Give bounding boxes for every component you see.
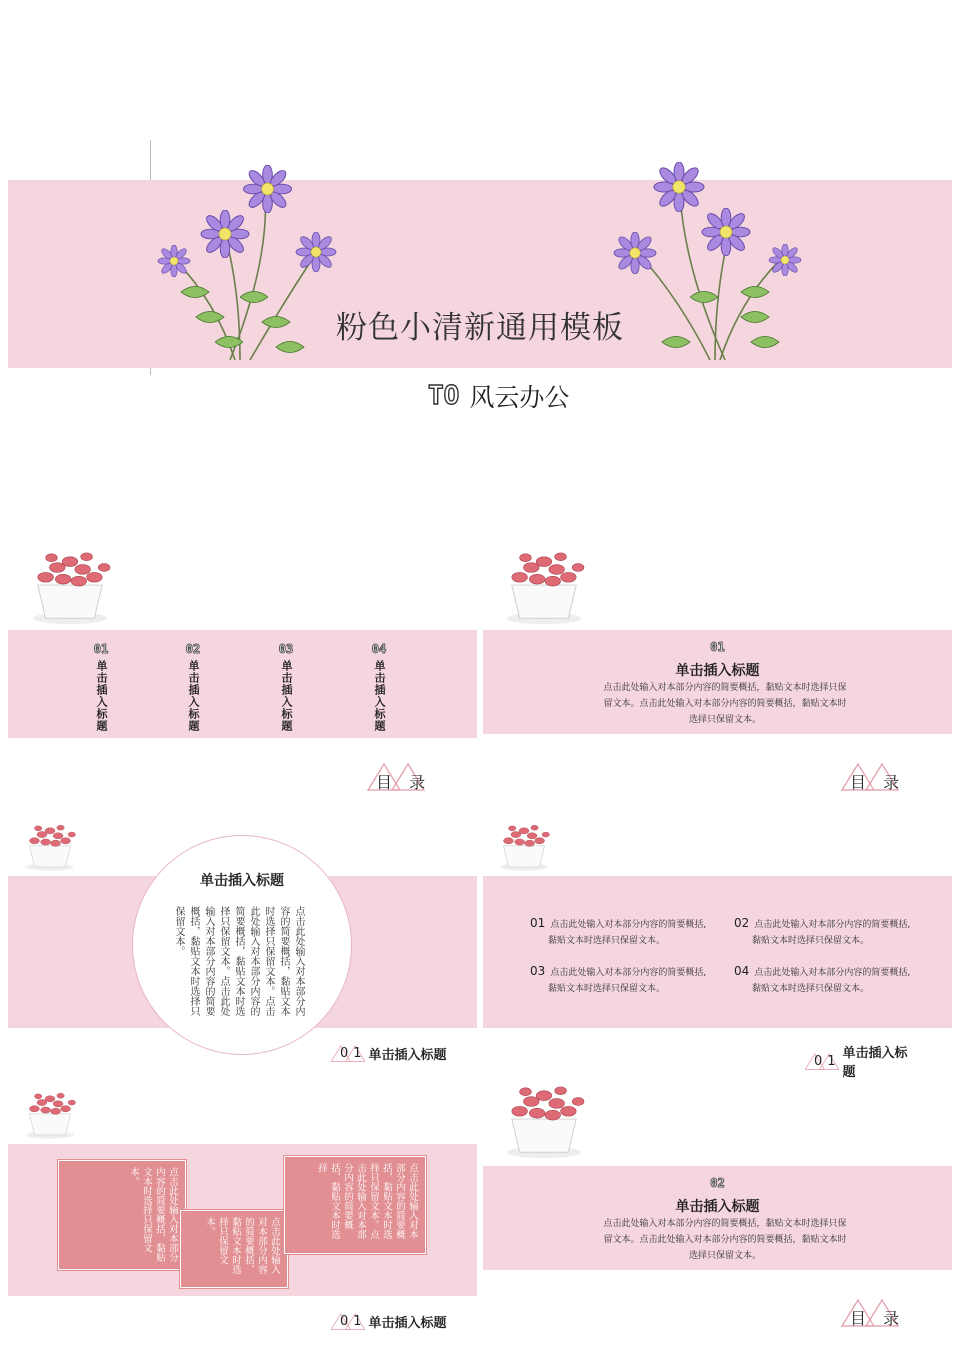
toc-item-4[interactable] bbox=[366, 642, 392, 732]
card-text: 点击此处输入对本部分内容的简要概括，黏贴文本时选择只保留文本。 bbox=[204, 1217, 280, 1274]
circle-heading: 单击插入标题 bbox=[200, 873, 284, 889]
toc-item-2[interactable] bbox=[180, 642, 206, 732]
succulent-pot-illustration bbox=[22, 822, 78, 872]
footer-num: 01 bbox=[814, 1053, 841, 1069]
list-item-num: 04 bbox=[734, 964, 750, 978]
list-item-line1: 点击此处输入对本部分内容的简要概括, bbox=[550, 968, 707, 978]
succulent-pot-illustration bbox=[500, 548, 588, 626]
succulent-pot-illustration bbox=[22, 1090, 78, 1140]
list-item-line2: 黏贴文本时选择只保留文本。 bbox=[548, 936, 666, 946]
toc-footer: 目 录 bbox=[376, 773, 432, 792]
list-item-num: 03 bbox=[530, 964, 546, 978]
info-card-2 bbox=[180, 1210, 288, 1288]
toc-band bbox=[8, 630, 477, 738]
cards-footer bbox=[330, 1310, 487, 1332]
footer-title: 单击插入标题 bbox=[842, 1046, 908, 1080]
succulent-pot-illustration bbox=[500, 1082, 588, 1160]
footer-title: 单击插入标题 bbox=[368, 1047, 447, 1063]
toc-item-label: 单击插入标题 bbox=[187, 660, 200, 732]
cover-title: 粉色小清新通用模板 bbox=[336, 310, 624, 346]
list-item-4 bbox=[734, 960, 944, 997]
footer-num: 01 bbox=[340, 1313, 367, 1329]
list-item-2 bbox=[734, 912, 944, 949]
footer-num: 01 bbox=[340, 1045, 367, 1061]
list-band bbox=[483, 876, 952, 1028]
circle-footer bbox=[330, 1042, 487, 1064]
list-footer bbox=[804, 1042, 960, 1080]
toc-item-label: 单击插入标题 bbox=[95, 660, 108, 732]
toc-item-num: 01 bbox=[93, 642, 109, 656]
succulent-pot-illustration bbox=[496, 822, 552, 872]
section-body: 点击此处输入对本部分内容的简要概括，黏贴文本时选择只保留文本。点击此处输入对本部分内容的简要概括，黏贴文本时选择只保留文本。 bbox=[603, 1219, 847, 1261]
circle-body: 点击此处输入对本部分内容的简要概括，黏贴文本时选择只保留文本。点击此处输入对本部分内容的简要概括，黏贴文本时选择只保留文本。点击此处输入对本部分内容的简要概括，黏贴文本时选择只保留文本。 bbox=[173, 906, 304, 1016]
toc-item-num: 02 bbox=[185, 642, 201, 656]
subtitle-prefix: TO bbox=[428, 381, 460, 411]
info-card-1 bbox=[58, 1160, 186, 1270]
list-item-line2: 黏贴文本时选择只保留文本。 bbox=[752, 936, 870, 946]
list-item-1 bbox=[530, 912, 720, 949]
list-item-3 bbox=[530, 960, 720, 997]
list-item-line1: 点击此处输入对本部分内容的简要概括, bbox=[550, 920, 707, 930]
toc-item-label: 单击插入标题 bbox=[373, 660, 386, 732]
list-item-line1: 点击此处输入对本部分内容的简要概括, bbox=[754, 920, 911, 930]
section-num: 02 bbox=[710, 1176, 725, 1190]
section-footer: 目 录 bbox=[850, 1309, 906, 1328]
list-item-line2: 黏贴文本时选择只保留文本。 bbox=[548, 984, 666, 994]
toc-item-label: 单击插入标题 bbox=[280, 660, 293, 732]
section-body: 点击此处输入对本部分内容的简要概括，黏贴文本时选择只保留文本。点击此处输入对本部分内容的简要概括，黏贴文本时选择只保留文本。 bbox=[603, 683, 847, 725]
card-text: 点击此处输入对本部分内容的简要概括，黏贴文本时选择只保留文本。点击此处输入对本部分内容的简要概括，黏贴文本时选择 bbox=[316, 1163, 418, 1239]
cover-subtitle-row bbox=[428, 378, 569, 414]
info-card-3 bbox=[284, 1156, 426, 1254]
toc-item-num: 03 bbox=[278, 642, 294, 656]
toc-item-3[interactable] bbox=[273, 642, 299, 732]
succulent-pot-illustration bbox=[26, 548, 114, 626]
section-heading: 单击插入标题 bbox=[675, 1199, 760, 1215]
list-item-line1: 点击此处输入对本部分内容的简要概括, bbox=[754, 968, 911, 978]
list-item-num: 02 bbox=[734, 916, 750, 930]
section-heading: 单击插入标题 bbox=[675, 663, 760, 679]
list-item-num: 01 bbox=[530, 916, 546, 930]
card-text: 点击此处输入对本部分内容的简要概括，黏贴文本时选择只保留文本。 bbox=[128, 1167, 178, 1262]
toc-item-num: 04 bbox=[371, 642, 387, 656]
toc-item-1[interactable] bbox=[88, 642, 114, 732]
section-num: 01 bbox=[710, 640, 725, 654]
section-footer: 目 录 bbox=[850, 773, 906, 792]
subtitle-text: 风云办公 bbox=[469, 383, 570, 412]
list-item-line2: 黏贴文本时选择只保留文本。 bbox=[752, 984, 870, 994]
footer-title: 单击插入标题 bbox=[368, 1315, 447, 1331]
